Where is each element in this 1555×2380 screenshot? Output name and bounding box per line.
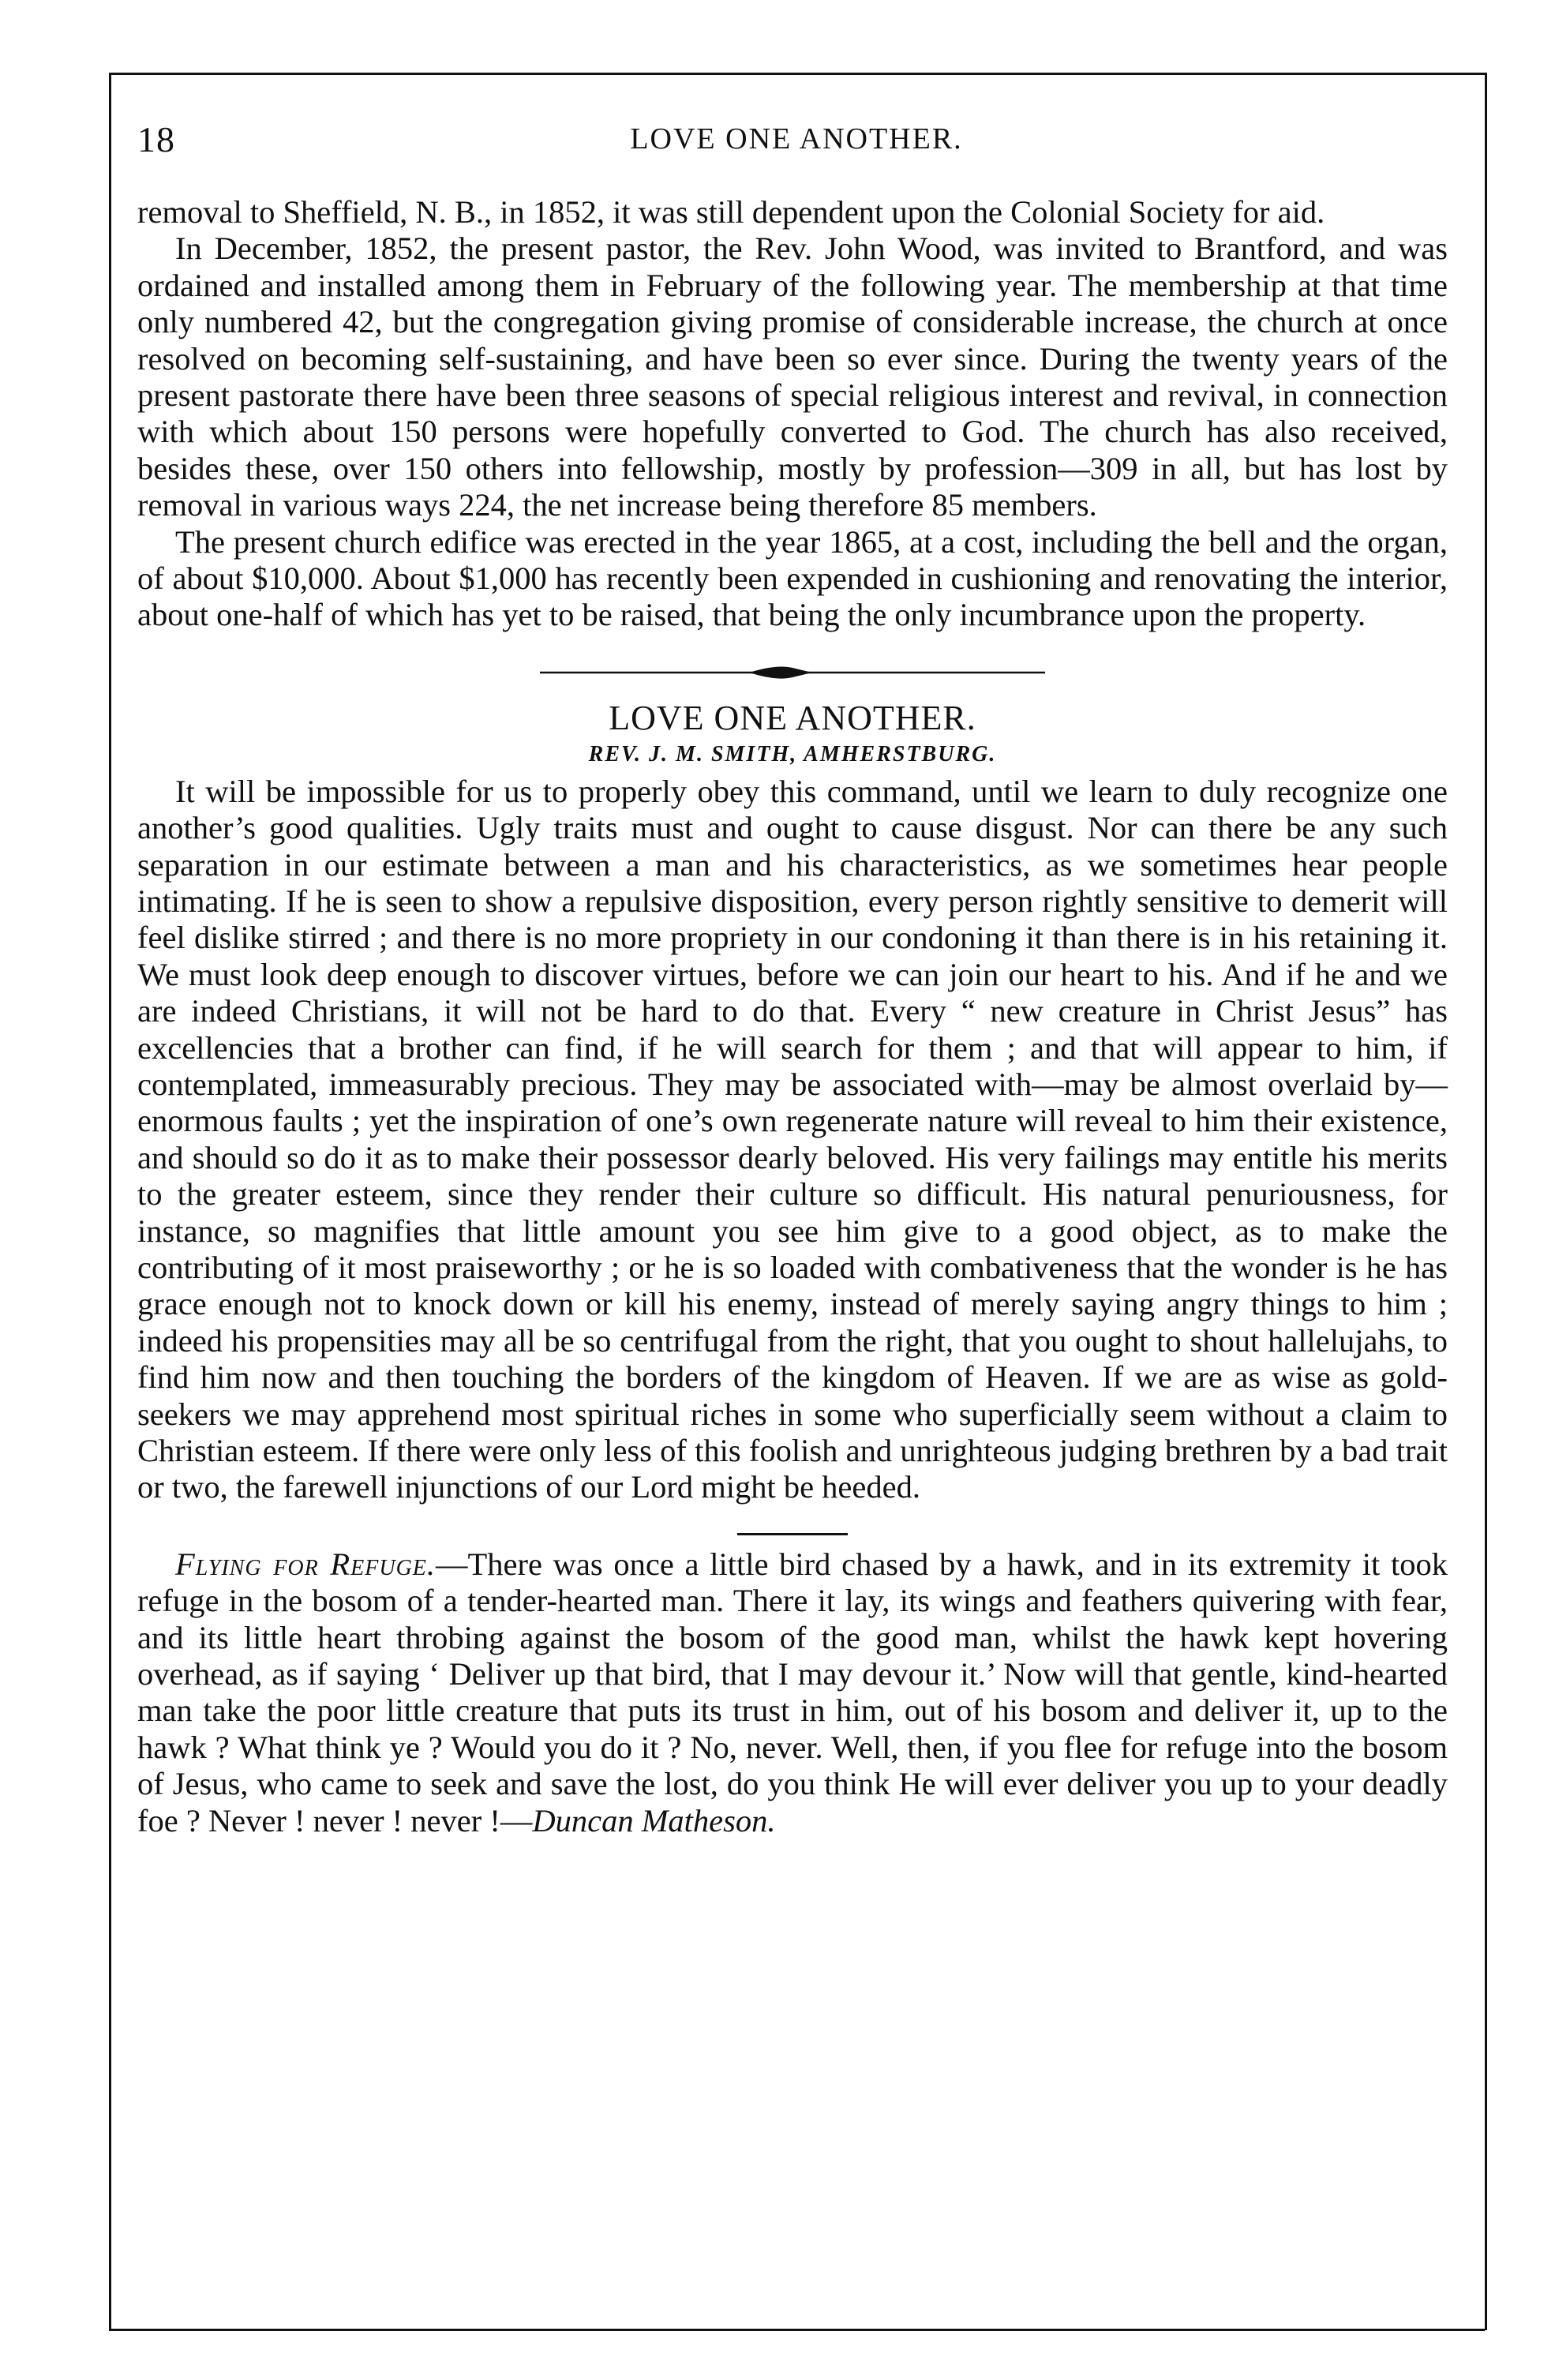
- anecdote-heading: Flying for Refuge.: [175, 1546, 437, 1582]
- article-body: It will be impossible for us to properly obey this command, until we learn to duly recognize one another’s good qualities. Ugly traits must and ought to cause disgust. Nor can there be any such separation in our estimate between a man and his characteristics, as we sometimes hear people intimating. If he is seen to show a repulsive disposition, every person rightly sensitive to demerit will feel dislike stirred ; and there is no more propriety in our condoning it than there is in his retaining it. We must look deep enough to discover virtues, before we can join our heart to his. And if he and we are indeed Christians, it will not be hard to do that. Every “ new creature in Christ Jesus” has excellencies that a brother can find, if he will search for them ; and that will appear to him, if contemplated, immeasurably precious. They may be associated with—may be almost overlaid by—enormous faults ; yet the inspiration of one’s own regenerate nature will reveal to him their existence, and should so do it as to make their possessor dearly beloved. His very failings may entitle his merits to the greater esteem, since they render their culture so difficult. His natural penuriousness, for instance, so magnifies that little amount you see him give to a good object, as to make the contributing of it most praiseworthy ; or he is so loaded with combativeness that the wonder is he has grace enough not to knock down or kill his enemy, instead of merely saying angry things to him ; indeed his propensities may all be so centrifugal from the right, that you ought to shout hallelujahs, to find him now and then touching the borders of the kingdom of Heaven. If we are as wise as gold-seekers we may apprehend most spiritual riches in some who superficially seem without a claim to Christian esteem. If there were only less of this foolish and unrighteous judging brethren by a bad trait or two, the farewell injunctions of our Lord might be heeded.: [137, 773, 1448, 1505]
- history-paragraph-1: removal to Sheffield, N. B., in 1852, it was still dependent upon the Colonial Society for aid.: [137, 194, 1325, 230]
- article-byline: REV. J. M. SMITH, AMHERSTBURG.: [588, 742, 997, 767]
- section-divider: [737, 1533, 848, 1535]
- anecdote-paragraph: [137, 1546, 1448, 1839]
- running-title: LOVE ONE ANOTHER.: [630, 122, 963, 156]
- page-content: [137, 194, 1448, 1839]
- page-number: 18: [137, 119, 175, 159]
- ornamental-divider: [540, 661, 1045, 684]
- history-paragraph-3: The present church edifice was erected in the year 1865, at a cost, including the bell and the organ, of about $10,000. About $1,000 has recently been expended in cushioning and renovating the interior, about one-half of which has yet to be raised, that being the only incumbrance upon the property.: [137, 523, 1448, 633]
- anecdote-attribution: Duncan Matheson.: [532, 1802, 776, 1838]
- running-head: [137, 118, 1456, 166]
- anecdote-body: —There was once a little bird chased by a hawk, and in its extremity it took refuge in the bosom of a tender-hearted man. There it lay, its wings and feathers quivering with fear, and its little heart throbing against the bosom of the good man, whilst the hawk kept hovering overhead, as if saying ‘ Deliver up that bird, that I may devour it.’ Now will that gentle, kind-hearted man take the poor little creature that puts its trust in him, out of his bosom and deliver it, up to the hawk ? What think ye ? Would you do it ? No, never. Well, then, if you flee for refuge into the bosom of Jesus, who came to seek and save the lost, do you think He will ever deliver you up to your deadly foe ? Never ! never ! never !—: [137, 1546, 1448, 1838]
- history-paragraph-2: In December, 1852, the present pastor, the Rev. John Wood, was invited to Brantford, and was ordained and installed among them in February of the following year. The membership at that time only numbered 42, but the congregation giving promise of considerable increase, the church at once resolved on becoming self-sustaining, and have been so ever since. During the twenty years of the present pastorate there have been three seasons of special religious interest and revival, in connection with which about 150 persons were hopefully converted to God. The church has also received, besides these, over 150 others into fellowship, mostly by profession—309 in all, but has lost by removal in various ways 224, the net increase being therefore 85 members.: [137, 231, 1448, 523]
- page-frame-bottom-rule: [109, 2329, 1485, 2331]
- article-title: LOVE ONE ANOTHER.: [609, 698, 976, 737]
